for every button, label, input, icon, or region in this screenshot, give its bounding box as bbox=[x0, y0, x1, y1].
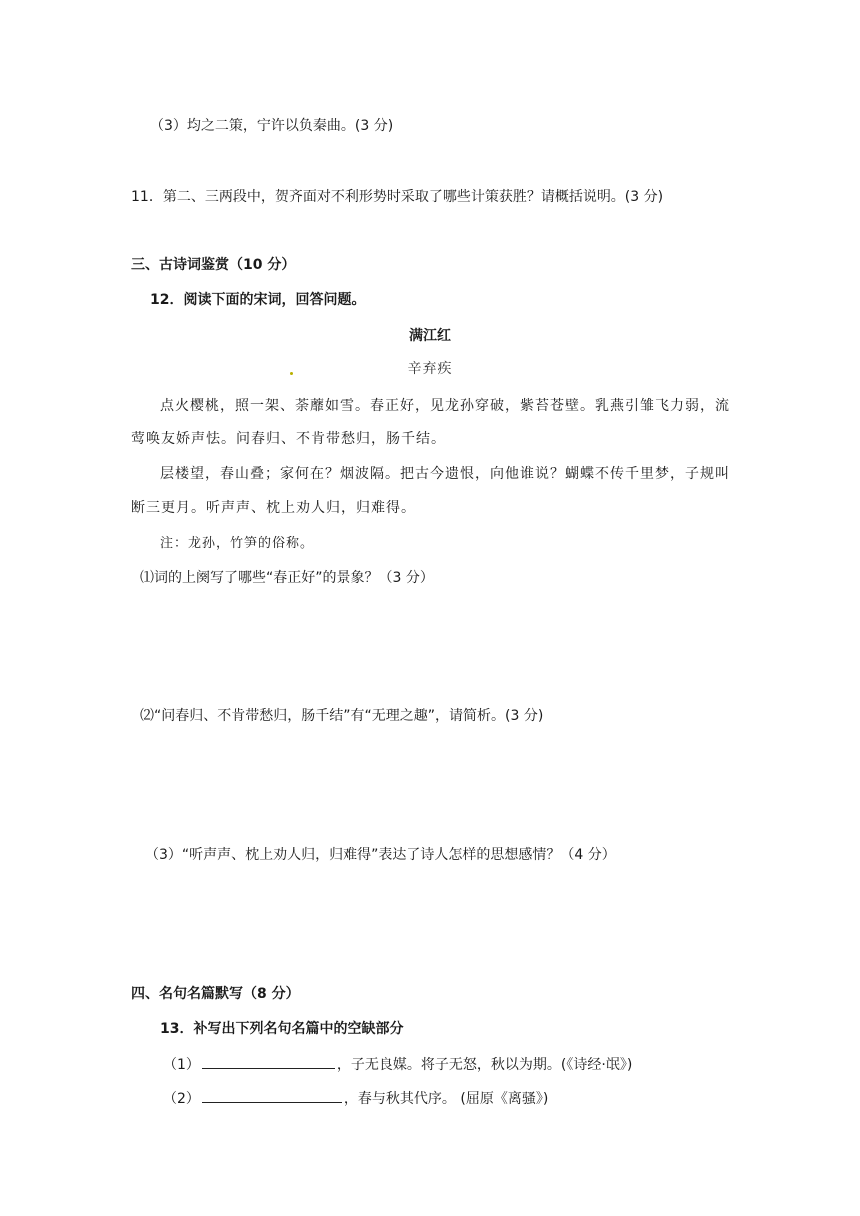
question-10-subitem-3: （3）均之二策，宁许以负秦曲。(3 分) bbox=[150, 118, 394, 134]
poem-author: 辛弃疾 bbox=[407, 361, 453, 377]
question-12-subitem-3: （3）“听声声、枕上劝人归，归难得”表达了诗人怎样的思想感情？（4 分） bbox=[145, 847, 616, 863]
question-13-item-1 bbox=[163, 1053, 632, 1075]
item-text: ，子无良媒。将子无怒，秋以为期。(《诗经·氓》) bbox=[336, 1057, 633, 1073]
section-4-heading: 四、名句名篇默写（8 分） bbox=[131, 986, 300, 1002]
question-11: 11．第二、三两段中，贺齐面对不利形势时采取了哪些计策获胜？请概括说明。(3 分) bbox=[131, 189, 664, 205]
question-12-prompt: 12．阅读下面的宋词，回答问题。 bbox=[150, 292, 366, 308]
poem-line-1: 点火樱桃，照一架、荼蘼如雪。春正好，见龙孙穿破，紫苔苍壁。乳燕引雏飞力弱，流 bbox=[160, 398, 730, 414]
question-13-prompt: 13．补写出下列名句名篇中的空缺部分 bbox=[160, 1021, 404, 1037]
item-number: （2） bbox=[163, 1091, 200, 1107]
poem-note: 注：龙孙，竹笋的俗称。 bbox=[160, 536, 315, 551]
poem-line-3: 层楼望，春山叠；家何在？烟波隔。把古今遗恨，向他谁说？蝴蝶不传千里梦，子规叫 bbox=[160, 466, 730, 482]
poem-line-4: 断三更月。听声声、枕上劝人归，归难得。 bbox=[131, 500, 416, 516]
question-13-item-2 bbox=[163, 1087, 548, 1109]
poem-title: 满江红 bbox=[409, 328, 451, 344]
item-number: （1） bbox=[163, 1057, 200, 1073]
item-text: ，春与秋其代序。 (屈原《离骚》) bbox=[343, 1091, 549, 1107]
question-12-subitem-2: ⑵“问春归、不肯带愁归，肠千结”有“无理之趣”，请简析。(3 分) bbox=[140, 708, 544, 724]
poem-line-2: 莺唤友娇声怯。问春归、不肯带愁归，肠千结。 bbox=[131, 431, 446, 447]
section-3-heading: 三、古诗词鉴赏（10 分） bbox=[131, 257, 296, 273]
answer-blank[interactable] bbox=[202, 1087, 342, 1103]
answer-blank[interactable] bbox=[202, 1053, 335, 1069]
question-12-subitem-1: ⑴词的上阕写了哪些“春正好”的景象？（3 分） bbox=[140, 570, 434, 586]
